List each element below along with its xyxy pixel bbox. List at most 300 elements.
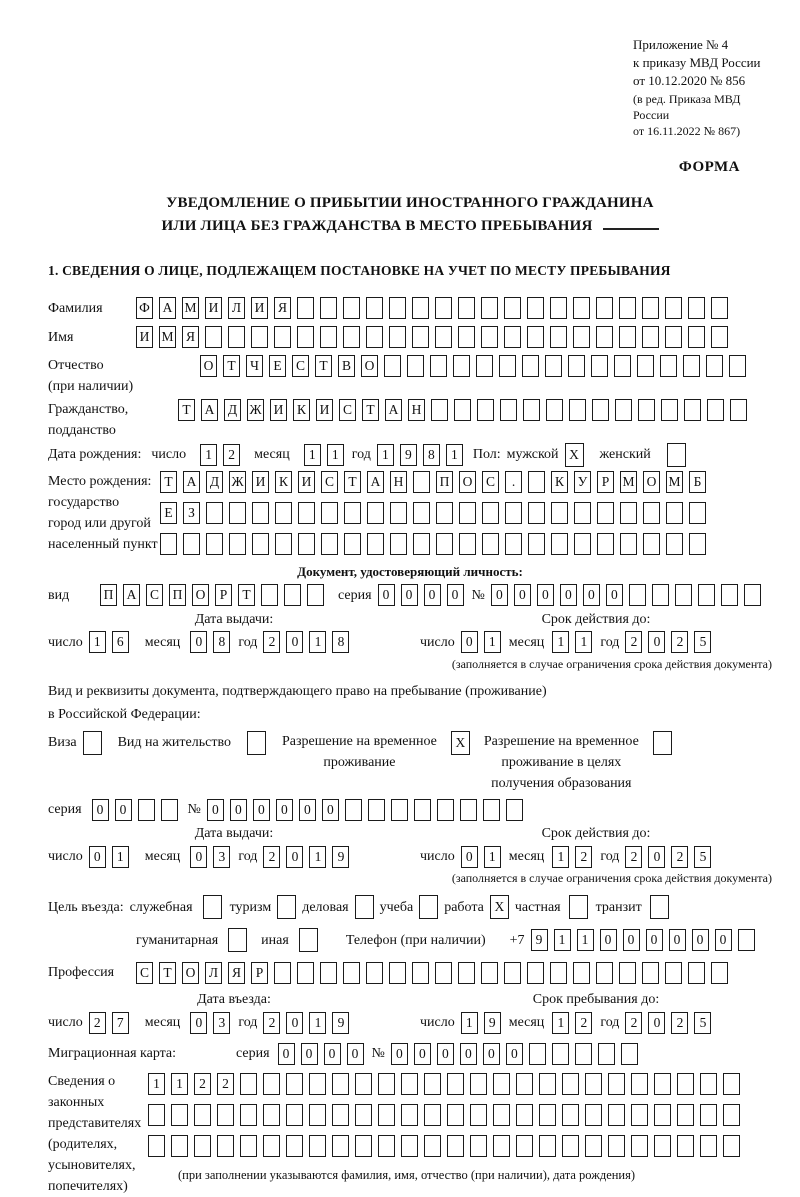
char-cell[interactable] [569,895,588,919]
char-cell[interactable] [194,1135,211,1157]
char-cell[interactable]: О [361,355,378,377]
char-cell[interactable]: 0 [286,631,303,653]
char-cell[interactable]: 3 [213,846,230,868]
char-cell[interactable]: 1 [171,1073,188,1095]
char-cell[interactable]: М [620,471,637,493]
char-cell[interactable] [431,399,448,421]
char-cell[interactable] [206,533,223,555]
char-cell[interactable] [499,355,516,377]
char-cell[interactable] [711,297,728,319]
char-cell[interactable] [723,1073,740,1095]
char-cell[interactable]: Н [408,399,425,421]
char-cell[interactable]: Е [160,502,177,524]
char-cell[interactable] [367,502,384,524]
char-cell[interactable]: 2 [671,846,688,868]
char-cell[interactable] [723,1135,740,1157]
char-cell[interactable] [355,1135,372,1157]
char-cell[interactable] [247,731,266,755]
char-cell[interactable]: Е [269,355,286,377]
char-cell[interactable] [437,799,454,821]
char-cell[interactable] [675,584,692,606]
char-cell[interactable]: А [201,399,218,421]
char-cell[interactable] [493,1073,510,1095]
char-cell[interactable]: К [275,471,292,493]
char-cell[interactable] [378,1073,395,1095]
char-cell[interactable]: А [183,471,200,493]
char-cell[interactable]: 1 [552,1012,569,1034]
char-cell[interactable] [435,962,452,984]
char-cell[interactable] [476,355,493,377]
char-cell[interactable] [629,584,646,606]
char-cell[interactable] [454,399,471,421]
char-cell[interactable] [729,355,746,377]
char-cell[interactable]: Ч [246,355,263,377]
char-cell[interactable] [194,1104,211,1126]
char-cell[interactable] [217,1135,234,1157]
char-cell[interactable] [585,1104,602,1126]
char-cell[interactable] [654,1073,671,1095]
char-cell[interactable] [389,962,406,984]
char-cell[interactable] [355,1104,372,1126]
char-cell[interactable]: Л [228,297,245,319]
char-cell[interactable] [744,584,761,606]
char-cell[interactable] [366,297,383,319]
char-cell[interactable]: 0 [461,846,478,868]
char-cell[interactable] [447,1135,464,1157]
char-cell[interactable] [171,1104,188,1126]
char-cell[interactable]: А [159,297,176,319]
char-cell[interactable]: Т [344,471,361,493]
char-cell[interactable] [700,1104,717,1126]
char-cell[interactable] [700,1073,717,1095]
char-cell[interactable] [527,326,544,348]
char-cell[interactable] [297,962,314,984]
char-cell[interactable]: 1 [112,846,129,868]
char-cell[interactable]: 0 [560,584,577,606]
char-cell[interactable] [552,1043,569,1065]
char-cell[interactable]: 2 [671,1012,688,1034]
char-cell[interactable] [332,1135,349,1157]
char-cell[interactable] [378,1135,395,1157]
char-cell[interactable] [477,399,494,421]
char-cell[interactable] [677,1104,694,1126]
char-cell[interactable] [261,584,278,606]
char-cell[interactable]: 1 [200,444,217,466]
char-cell[interactable] [574,533,591,555]
char-cell[interactable]: К [293,399,310,421]
char-cell[interactable]: Ж [247,399,264,421]
char-cell[interactable]: 0 [583,584,600,606]
char-cell[interactable]: Б [689,471,706,493]
char-cell[interactable]: Я [228,962,245,984]
char-cell[interactable] [481,962,498,984]
char-cell[interactable]: Д [206,471,223,493]
char-cell[interactable] [298,502,315,524]
char-cell[interactable]: 1 [575,631,592,653]
char-cell[interactable]: 0 [606,584,623,606]
char-cell[interactable]: Ф [136,297,153,319]
char-cell[interactable] [414,799,431,821]
char-cell[interactable] [698,584,715,606]
char-cell[interactable] [460,799,477,821]
char-cell[interactable] [642,962,659,984]
char-cell[interactable]: Я [274,297,291,319]
char-cell[interactable] [506,799,523,821]
char-cell[interactable] [528,502,545,524]
char-cell[interactable] [738,929,755,951]
char-cell[interactable] [424,1104,441,1126]
char-cell[interactable] [343,326,360,348]
char-cell[interactable]: 0 [276,799,293,821]
char-cell[interactable] [401,1073,418,1095]
char-cell[interactable] [390,502,407,524]
char-cell[interactable]: 0 [491,584,508,606]
char-cell[interactable] [286,1104,303,1126]
char-cell[interactable]: 0 [692,929,709,951]
char-cell[interactable]: У [574,471,591,493]
char-cell[interactable]: М [666,471,683,493]
char-cell[interactable] [458,326,475,348]
char-cell[interactable] [653,731,672,755]
char-cell[interactable] [591,355,608,377]
char-cell[interactable] [665,962,682,984]
char-cell[interactable]: 0 [506,1043,523,1065]
char-cell[interactable]: 1 [552,631,569,653]
char-cell[interactable] [688,962,705,984]
char-cell[interactable]: 1 [89,631,106,653]
char-cell[interactable]: 0 [286,846,303,868]
char-cell[interactable] [608,1073,625,1095]
char-cell[interactable]: 9 [332,846,349,868]
char-cell[interactable] [689,533,706,555]
char-cell[interactable] [596,297,613,319]
char-cell[interactable]: 1 [552,846,569,868]
char-cell[interactable]: П [169,584,186,606]
char-cell[interactable]: С [136,962,153,984]
char-cell[interactable] [619,297,636,319]
char-cell[interactable]: 6 [112,631,129,653]
char-cell[interactable] [585,1135,602,1157]
char-cell[interactable]: Р [251,962,268,984]
char-cell[interactable]: К [551,471,568,493]
char-cell[interactable] [723,1104,740,1126]
char-cell[interactable] [574,502,591,524]
char-cell[interactable] [550,326,567,348]
char-cell[interactable]: 0 [447,584,464,606]
char-cell[interactable]: 0 [648,631,665,653]
char-cell[interactable] [504,297,521,319]
char-cell[interactable] [401,1104,418,1126]
char-cell[interactable] [575,1043,592,1065]
char-cell[interactable] [412,297,429,319]
char-cell[interactable] [619,326,636,348]
char-cell[interactable] [459,502,476,524]
char-cell[interactable] [621,1043,638,1065]
char-cell[interactable] [309,1073,326,1095]
char-cell[interactable]: 9 [484,1012,501,1034]
char-cell[interactable]: П [100,584,117,606]
char-cell[interactable]: Т [223,355,240,377]
char-cell[interactable]: В [338,355,355,377]
char-cell[interactable]: 1 [309,1012,326,1034]
char-cell[interactable] [161,799,178,821]
char-cell[interactable]: 0 [190,846,207,868]
char-cell[interactable] [430,355,447,377]
char-cell[interactable]: 0 [414,1043,431,1065]
char-cell[interactable]: 1 [554,929,571,951]
char-cell[interactable] [482,533,499,555]
char-cell[interactable]: О [200,355,217,377]
char-cell[interactable]: И [252,471,269,493]
char-cell[interactable] [286,1073,303,1095]
char-cell[interactable] [447,1073,464,1095]
char-cell[interactable] [562,1135,579,1157]
char-cell[interactable] [401,1135,418,1157]
char-cell[interactable]: Р [597,471,614,493]
char-cell[interactable]: 2 [89,1012,106,1034]
char-cell[interactable]: С [339,399,356,421]
char-cell[interactable]: Т [160,471,177,493]
char-cell[interactable] [148,1135,165,1157]
char-cell[interactable] [700,1135,717,1157]
char-cell[interactable] [527,297,544,319]
char-cell[interactable] [684,399,701,421]
char-cell[interactable]: О [192,584,209,606]
char-cell[interactable]: 0 [600,929,617,951]
char-cell[interactable]: А [123,584,140,606]
char-cell[interactable] [667,443,686,467]
char-cell[interactable] [205,326,222,348]
char-cell[interactable] [631,1073,648,1095]
char-cell[interactable]: М [182,297,199,319]
char-cell[interactable]: 0 [623,929,640,951]
char-cell[interactable] [251,326,268,348]
char-cell[interactable] [435,326,452,348]
char-cell[interactable] [481,297,498,319]
char-cell[interactable] [138,799,155,821]
char-cell[interactable] [171,1135,188,1157]
char-cell[interactable]: 0 [648,846,665,868]
char-cell[interactable]: З [183,502,200,524]
char-cell[interactable] [332,1104,349,1126]
char-cell[interactable] [730,399,747,421]
char-cell[interactable]: 8 [332,631,349,653]
char-cell[interactable] [523,399,540,421]
char-cell[interactable] [424,1073,441,1095]
char-cell[interactable] [539,1073,556,1095]
char-cell[interactable] [707,399,724,421]
char-cell[interactable]: 0 [461,631,478,653]
char-cell[interactable] [493,1104,510,1126]
char-cell[interactable]: 0 [669,929,686,951]
char-cell[interactable]: 0 [401,584,418,606]
char-cell[interactable]: 0 [115,799,132,821]
char-cell[interactable] [459,533,476,555]
char-cell[interactable] [389,297,406,319]
char-cell[interactable] [390,533,407,555]
char-cell[interactable] [240,1073,257,1095]
char-cell[interactable] [650,895,669,919]
char-cell[interactable] [470,1073,487,1095]
char-cell[interactable] [275,533,292,555]
char-cell[interactable]: И [316,399,333,421]
char-cell[interactable] [573,326,590,348]
char-cell[interactable]: Р [215,584,232,606]
char-cell[interactable]: О [643,471,660,493]
char-cell[interactable] [229,533,246,555]
char-cell[interactable] [458,297,475,319]
char-cell[interactable]: 8 [213,631,230,653]
char-cell[interactable]: 9 [531,929,548,951]
char-cell[interactable] [275,502,292,524]
char-cell[interactable] [183,533,200,555]
char-cell[interactable] [522,355,539,377]
char-cell[interactable] [677,1135,694,1157]
char-cell[interactable] [263,1135,280,1157]
char-cell[interactable]: 1 [484,846,501,868]
char-cell[interactable]: 1 [377,444,394,466]
char-cell[interactable]: П [436,471,453,493]
char-cell[interactable] [642,297,659,319]
char-cell[interactable] [573,962,590,984]
char-cell[interactable]: С [292,355,309,377]
char-cell[interactable] [619,962,636,984]
char-cell[interactable] [309,1104,326,1126]
char-cell[interactable] [391,799,408,821]
char-cell[interactable]: 0 [299,799,316,821]
char-cell[interactable] [539,1104,556,1126]
char-cell[interactable] [596,962,613,984]
char-cell[interactable] [228,928,247,952]
char-cell[interactable]: 0 [460,1043,477,1065]
char-cell[interactable]: 1 [577,929,594,951]
char-cell[interactable]: 0 [207,799,224,821]
char-cell[interactable]: 2 [223,444,240,466]
char-cell[interactable] [343,962,360,984]
char-cell[interactable]: 1 [309,631,326,653]
char-cell[interactable] [654,1135,671,1157]
char-cell[interactable]: 5 [694,846,711,868]
char-cell[interactable]: 2 [217,1073,234,1095]
char-cell[interactable] [615,399,632,421]
char-cell[interactable] [721,584,738,606]
char-cell[interactable] [545,355,562,377]
char-cell[interactable]: 0 [286,1012,303,1034]
char-cell[interactable]: 2 [671,631,688,653]
char-cell[interactable]: 0 [537,584,554,606]
char-cell[interactable]: Т [315,355,332,377]
char-cell[interactable] [366,326,383,348]
char-cell[interactable] [597,502,614,524]
char-cell[interactable] [550,962,567,984]
char-cell[interactable] [642,326,659,348]
char-cell[interactable] [562,1104,579,1126]
char-cell[interactable] [529,1043,546,1065]
char-cell[interactable]: 2 [575,1012,592,1034]
char-cell[interactable] [539,1135,556,1157]
char-cell[interactable] [240,1104,257,1126]
char-cell[interactable] [637,355,654,377]
char-cell[interactable]: 0 [646,929,663,951]
char-cell[interactable] [309,1135,326,1157]
char-cell[interactable]: 1 [309,846,326,868]
char-cell[interactable]: И [205,297,222,319]
char-cell[interactable] [453,355,470,377]
char-cell[interactable] [286,1135,303,1157]
char-cell[interactable] [368,799,385,821]
char-cell[interactable] [504,326,521,348]
char-cell[interactable]: 0 [322,799,339,821]
char-cell[interactable]: 8 [423,444,440,466]
char-cell[interactable]: Ж [229,471,246,493]
char-cell[interactable]: 7 [112,1012,129,1034]
char-cell[interactable] [550,297,567,319]
char-cell[interactable] [711,962,728,984]
char-cell[interactable] [706,355,723,377]
char-cell[interactable] [654,1104,671,1126]
char-cell[interactable] [424,1135,441,1157]
char-cell[interactable] [596,326,613,348]
char-cell[interactable]: 2 [625,846,642,868]
char-cell[interactable] [551,502,568,524]
char-cell[interactable] [298,533,315,555]
char-cell[interactable]: Я [182,326,199,348]
char-cell[interactable] [419,895,438,919]
char-cell[interactable] [711,326,728,348]
char-cell[interactable] [252,533,269,555]
char-cell[interactable] [677,1073,694,1095]
char-cell[interactable]: Н [390,471,407,493]
char-cell[interactable] [666,502,683,524]
char-cell[interactable]: Л [205,962,222,984]
char-cell[interactable]: 0 [89,846,106,868]
char-cell[interactable]: Т [362,399,379,421]
char-cell[interactable] [412,962,429,984]
char-cell[interactable] [592,399,609,421]
char-cell[interactable]: С [482,471,499,493]
char-cell[interactable] [631,1135,648,1157]
char-cell[interactable] [652,584,669,606]
char-cell[interactable] [483,799,500,821]
char-cell[interactable] [638,399,655,421]
char-cell[interactable] [597,533,614,555]
char-cell[interactable] [614,355,631,377]
char-cell[interactable]: 2 [263,631,280,653]
char-cell[interactable] [217,1104,234,1126]
char-cell[interactable] [447,1104,464,1126]
char-cell[interactable] [407,355,424,377]
char-cell[interactable] [284,584,301,606]
char-cell[interactable]: А [385,399,402,421]
char-cell[interactable] [470,1135,487,1157]
char-cell[interactable]: И [270,399,287,421]
char-cell[interactable]: 0 [424,584,441,606]
char-cell[interactable] [608,1135,625,1157]
char-cell[interactable]: О [459,471,476,493]
char-cell[interactable]: 9 [332,1012,349,1034]
char-cell[interactable] [229,502,246,524]
char-cell[interactable]: 1 [484,631,501,653]
char-cell[interactable] [228,326,245,348]
char-cell[interactable]: 3 [213,1012,230,1034]
char-cell[interactable] [505,533,522,555]
char-cell[interactable]: 0 [230,799,247,821]
char-cell[interactable]: И [251,297,268,319]
char-cell[interactable] [666,533,683,555]
char-cell[interactable]: Т [238,584,255,606]
char-cell[interactable] [299,928,318,952]
char-cell[interactable] [274,962,291,984]
